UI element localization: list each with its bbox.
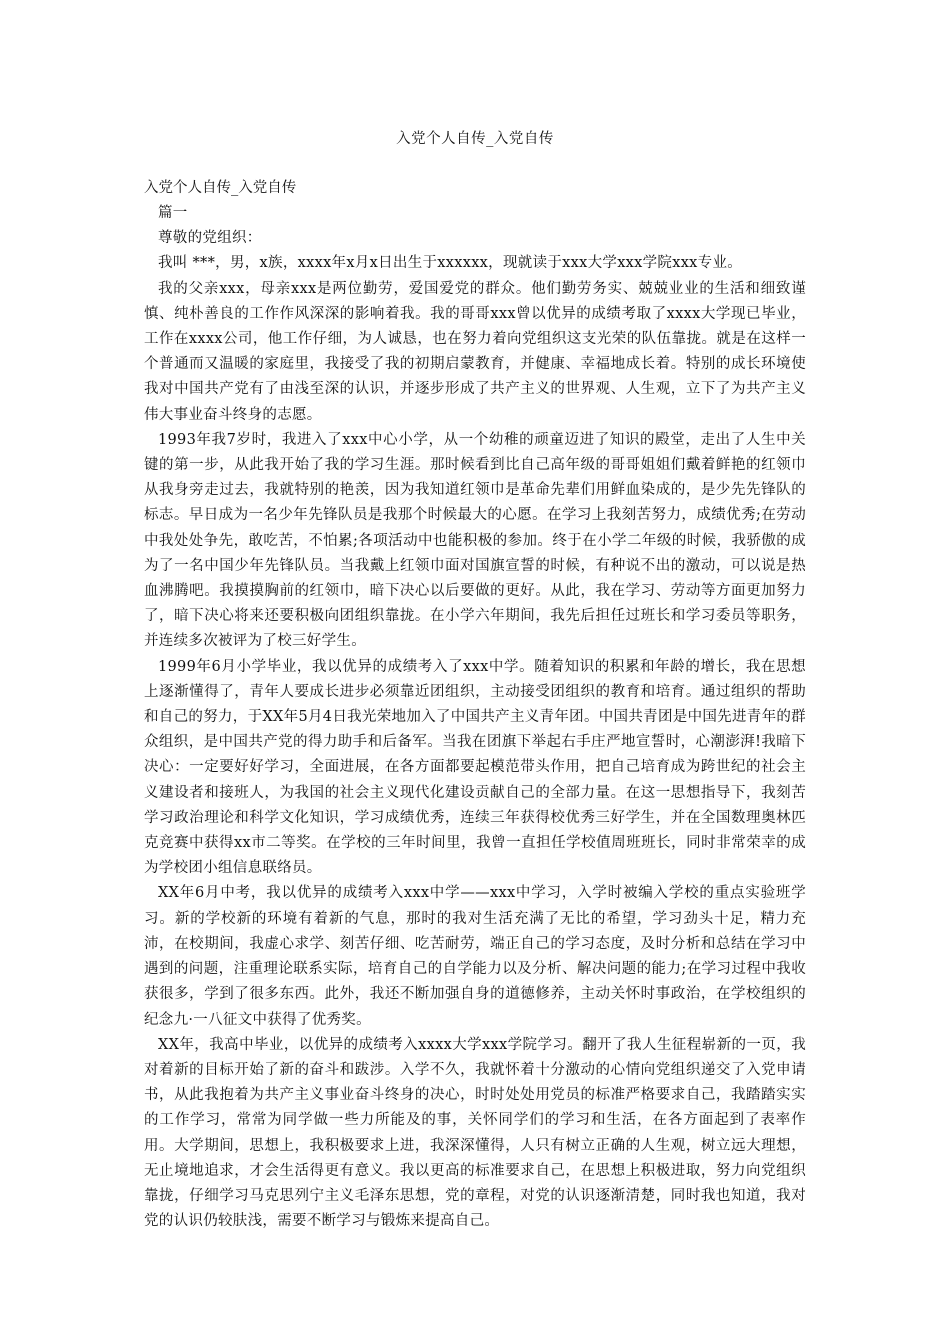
paragraph-high-school: XX年6月中考，我以优异的成绩考入xxx中学——xxx中学习，入学时被编入学校的重点实验班学习。新的学校新的环境有着新的气息，那时的我对生活充满了无比的希望，学习劲头十足，精力充沛，在校期间，我虚心求学、刻苦仔细、吃苦耐劳，端正自己的学习态度，及时分析和总结在学习中遇到的问题，注重理论联系实际，培育自己的自学能力以及分析、解决问题的能力;在学习过程中我收获很多，学到了很多东西。此外，我还不断加强自身的道德修养，主动关怀时事政治，在学校组织的纪念九·一八征文中获得了优秀奖。 <box>144 885 806 1028</box>
paragraph-family: 我的父亲xxx，母亲xxx是两位勤劳，爱国爱党的群众。他们勤劳务实、兢兢业业的生活和细致谨慎、纯朴善良的工作作风深深的影响着我。我的哥哥xxx曾以优异的成绩考取了xxxx大学现已毕业，工作在xxxx公司，他工作仔细，为人诚恳，也在努力着向党组织这支光荣的队伍靠拢。就是在这样一个普通而又温暖的家庭里，我接受了我的初期启蒙教育，并健康、幸福地成长着。特别的成长环境使我对中国共产党有了由浅至深的认识，并逐步形成了共产主义的世界观、人生观，立下了为共产主义伟大事业奋斗终身的志愿。 <box>144 280 806 423</box>
paragraph-intro: 我叫 ***，男，x族，xxxx年x月x日出生于xxxxxx，现就读于xxx大学xxx学院xxx专业。 <box>158 255 743 272</box>
salutation: 尊敬的党组织： <box>158 230 262 247</box>
document-subtitle: 入党个人自传_入党自传 <box>144 180 297 196</box>
paragraph-primary-school: 1993年我7岁时，我进入了xxx中心小学，从一个幼稚的顽童迈进了知识的殿堂，走出了人生中关键的第一步，从此我开始了我的学习生涯。那时候看到比自己高年级的哥哥姐姐们戴着鲜艳的红领巾从我身旁走过去，我就特别的艳羡，因为我知道红领巾是革命先辈们用鲜血染成的，是少先先锋队的标志。早日成为一名少年先锋队员是我那个时候最大的心愿。在学习上我刻苦努力，成绩优秀;在劳动中我处处争先，敢吃苦，不怕累;各项活动中也能积极的参加。终于在小学二年级的时候，我骄傲的成为了一名中国少年先锋队员。当我戴上红领巾面对国旗宣誓的时候，有种说不出的激动，可以说是热血沸腾吧。我摸摸胸前的红领巾，暗下决心以后要做的更好。从此，我在学习、劳动等方面更加努力了，暗下决心将来还要积极向团组织靠拢。在小学六年期间，我先后担任过班长和学习委员等职务，并连续多次被评为了校三好学生。 <box>144 431 806 650</box>
document-body <box>144 176 806 1234</box>
section-heading: 篇一 <box>158 205 188 221</box>
paragraph-university: XX年，我高中毕业，以优异的成绩考入xxxx大学xxx学院学习。翻开了我人生征程崭新的一页，我对着新的目标开始了新的奋斗和跋涉。入学不久，我就怀着十分激动的心情向党组织递交了入党申请书，从此我抱着为共产主义事业奋斗终身的决心，时时处处用党员的标准严格要求自己，我踏踏实实的工作学习，常常为同学做一些力所能及的事，关怀同学们的学习和生活，在各方面起到了表率作用。大学期间，思想上，我积极要求上进，我深深懂得，人只有树立正确的人生观，树立远大理想，无止境地追求，才会生活得更有意义。我以更高的标准要求自己，在思想上积极进取，努力向党组织靠拢，仔细学习马克思列宁主义毛泽东思想，党的章程，对党的认识逐渐清楚，同时我也知道，我对党的认识仍较肤浅，需要不断学习与锻炼来提高自己。 <box>144 1036 806 1230</box>
document-title: 入党个人自传_入党自传 <box>396 131 554 147</box>
paragraph-middle-school: 1999年6月小学毕业，我以优异的成绩考入了xxx中学。随着知识的积累和年龄的增长，我在思想上逐渐懂得了，青年人要成长进步必须靠近团组织，主动接受团组织的教育和培育。通过组织的帮助和自己的努力，于XX年5月4日我光荣地加入了中国共产主义青年团。中国共青团是中国先进青年的群众组织，是中国共产党的得力助手和后备军。当我在团旗下举起右手庄严地宣誓时，心潮澎湃!我暗下决心：一定要好好学习，全面进展，在各方面都要起模范带头作用，把自己培育成为跨世纪的社会主义建设者和接班人，为我国的社会主义现代化建设贡献自己的全部力量。在这一思想指导下，我刻苦学习政治理论和科学文化知识，学习成绩优秀，连续三年获得校优秀三好学生，并在全国数理奥林匹克竞赛中获得xx市二等奖。在学校的三年时间里，我曾一直担任学校值周班班长，同时非常荣幸的成为学校团小组信息联络员。 <box>144 658 806 877</box>
